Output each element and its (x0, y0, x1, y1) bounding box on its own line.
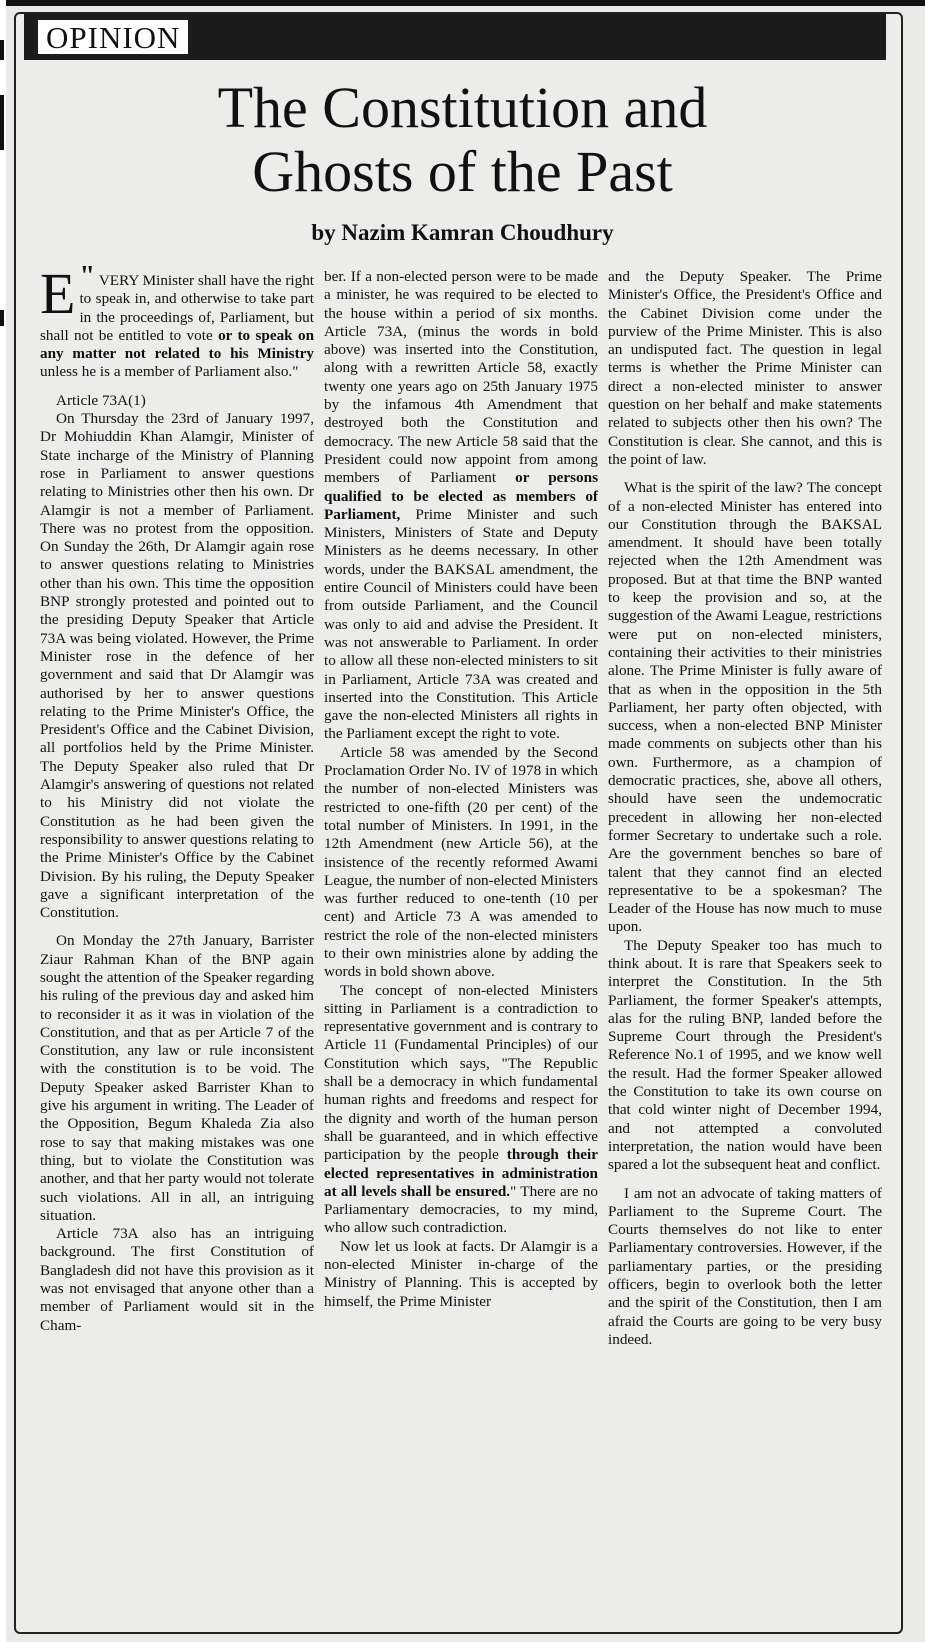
headline-line-2: Ghosts of the Past (252, 139, 673, 204)
page-top-rule (0, 0, 925, 6)
quote-bold-text: or to speak on any matter not related to his Ministry (40, 326, 315, 363)
paragraph: and the Deputy Speaker. The Prime Minister's Office, the President's Office and the Cabinet Division come under the purview of the Prime Minister. This is also an undisputed fact. The question in legal terms is whether the Prime Minister can direct a non-elected minister to answer question on her behalf and make statements related to subjects other then his own? The Constitution is clear. She cannot, and this is the point of law. (608, 268, 882, 468)
column-2 (324, 268, 598, 1311)
paragraph (324, 268, 598, 744)
section-label: OPINION (38, 20, 188, 54)
paragraph: What is the spirit of the law? The concept of a non-elected Minister has entered into our Constitution through the BAKSAL amendment. It should have been totally rejected when the 12th Amendment was proposed. But at that time the BNP wanted to keep the provision and so, at the suggestion of the Awami League, restrictions were put on non-elected ministers, containing their activities to their ministries alone. The Prime Minister is fully aware of that as when in the opposition in the 5th Parliament, her party often objected, with success, when a non-elected BNP Minister made comments on subjects other than his own. Furthermore, as a champion of democratic practices, she, above all others, should have seen the undemocratic precedent in allowing her non-elected former Secretary to undertake such a role. Are the government benches so bare of talent that they cannot find an elected representative to be a spokesman? The Leader of the House has now much to muse upon. (608, 479, 882, 936)
paragraph: On Monday the 27th January, Barrister Ziaur Rahman Khan of the BNP again sought the attention of the Speaker regarding his ruling of the previous day and asked him to reconsider it as it was in violation of the Constitution, and that as per Article 7 of the Constitution, any law or rule inconsistent with the constitution is to be void. The Deputy Speaker asked Barrister Khan to give his argument in writing. The Leader of the Opposition, Begum Khaleda Zia also rose to say that making mistakes was one thing, but to violate the Constitution was another, and that her party would not tolerate such violations. All in all, an intriguing situation. (40, 932, 314, 1224)
paragraph-text-end: Prime Minister and such Ministers, Ministers of State and Deputy Ministers as he deems necessary. In other words, under the BAKSAL amendment, the entire Council of Ministers could have been from outside Parliament, and the Council was only to aid and advise the President. It was not answerable to Parliament. In order to allow all these non-elected ministers to sit in Parliament, Article 73A was created and inserted into the Constitution. This Article gave the non-elected Ministers all rights in the Parliament except the right to vote. (324, 505, 598, 743)
column-1 (40, 261, 315, 1335)
column-3 (608, 268, 882, 1349)
headline (40, 76, 885, 204)
paragraph-text-end: " There are no Parliamentary democracies, to my mind, who allow such contradiction. (324, 1182, 598, 1237)
paragraph: I am not an advocate of taking matters of Parliament to the Supreme Court. The Courts themselves do not like to enter Parliamentary controversies. However, if the parliamentary parties, or the presiding officers, begin to overlook both the letter and the spirit of the Constitution, then I am afraid the Courts are going to be very busy indeed. (608, 1184, 882, 1348)
paragraph-text: The concept of non-elected Ministers sitting in Parliament is a contradiction to representative government and is contrary to Article 11 (Fundamental Principles) of our Constitution which says, "The Republic shall be a democracy in which fundamental human rights and freedoms and respect for the dignity and worth of the human person shall be guaranteed, and in which effective participation by the people (324, 981, 598, 1164)
paragraph: Now let us look at facts. Dr Alamgir is a non-elected Minister in-charge of the Ministry of Planning. This is accepted by himself, the Prime Minister (324, 1237, 598, 1310)
opening-quote-paragraph (40, 261, 315, 382)
quote-text: VERY Minister shall have the right to speak in, and otherwise to take part in the proceedings of, Parliament, but shall not be entitled to vote (40, 272, 315, 344)
drop-cap: E (40, 261, 76, 326)
paragraph: Article 58 was amended by the Second Proclamation Order No. IV of 1978 in which the number of non-elected Ministers was restricted to one-fifth (20 per cent) of the total number of Ministers. In 1991, in the 12th Amendment (new Article 56), at the insistence of the recently reformed Awami League, the number of non-elected Ministers was further reduced to one-tenth (10 per cent) and Article 73 A was amended to restrict the role of the non-elected ministers to their own ministries alone by adding the words in bold shown above. (324, 743, 598, 981)
paragraph: On Thursday the 23rd of January 1997, Dr Mohiuddin Khan Alamgir, Minister of State incharge of the Ministry of Planning rose in Parliament to answer questions relating to Ministries other then his own. Dr Alamgir is not a member of Parliament. There was no protest from the opposition. On Sunday the 26th, Dr Alamgir again rose to answer questions relating to Ministries other than his own. This time the opposition BNP strongly protested and pointed out to the presiding Deputy Speaker that Article 73A was being violated. However, the Prime Minister rose in the defence of her government and said that Dr Alamgir was authorised by her to answer questions relating to the Prime Minister's Office, the President's Office and the Cabinet Division, all portfolios held by the Prime Minister. The Deputy Speaker also ruled that Dr Alamgir's answering of questions not related to his Ministry did not violate the Constitution as he had been given the responsibility to answer questions relating to the Prime Minister's Office by the Cabinet Division. By his ruling, the Deputy Speaker gave a significant interpretation of the Constitution. (40, 410, 314, 922)
byline: by Nazim Kamran Choudhury (311, 220, 614, 245)
bold-text: or persons qualified to be elected as members of Parliament, (324, 469, 598, 523)
quote-source: Article 73A(1) (56, 391, 146, 409)
left-margin-strip (0, 0, 6, 1642)
paragraph: The Deputy Speaker too has much to think about. It is rare that Speakers seek to interpret the Constitution. In the 5th Parliament, the former Speaker's attempts, alas for the ruling BNP, landed before the Supreme Court through the President's Reference No.1 of 1995, and we know well the result. Had the former Speaker allowed the Constitution to take its own course on that cold winter night of December 1994, and not attempted a convoluted interpretation, the nation would have been spared a lot the subsequent heat and conflict. (608, 936, 882, 1174)
paragraph (324, 982, 598, 1238)
paragraph: Article 73A also has an intriguing background. The first Constitution of Bangladesh did not have this provision as it was not envisaged that anyone other than a member of Parliament would sit in the Cham- (40, 1225, 314, 1334)
quote-text-end: unless he is a member of Parliament also." (40, 363, 299, 381)
bold-text: through their elected representatives in administration at all levels shall be ensured. (324, 1146, 598, 1200)
section-band (24, 14, 886, 60)
opening-quote-mark: " (79, 261, 95, 292)
paragraph-text: ber. If a non-elected person were to be made a minister, he was required to be elected to the house within a period of six months. Article 73A, (minus the words in bold above) was inserted into the Constitution, along with a rewritten Article 58, exactly twenty one years ago on 25th January 1975 by the infamous 4th Amendment that destroyed both the Constitution and democracy. The new Article 58 said that the President could now appoint from among members of Parliament (324, 268, 598, 487)
headline-line-1: The Constitution and (217, 75, 708, 140)
